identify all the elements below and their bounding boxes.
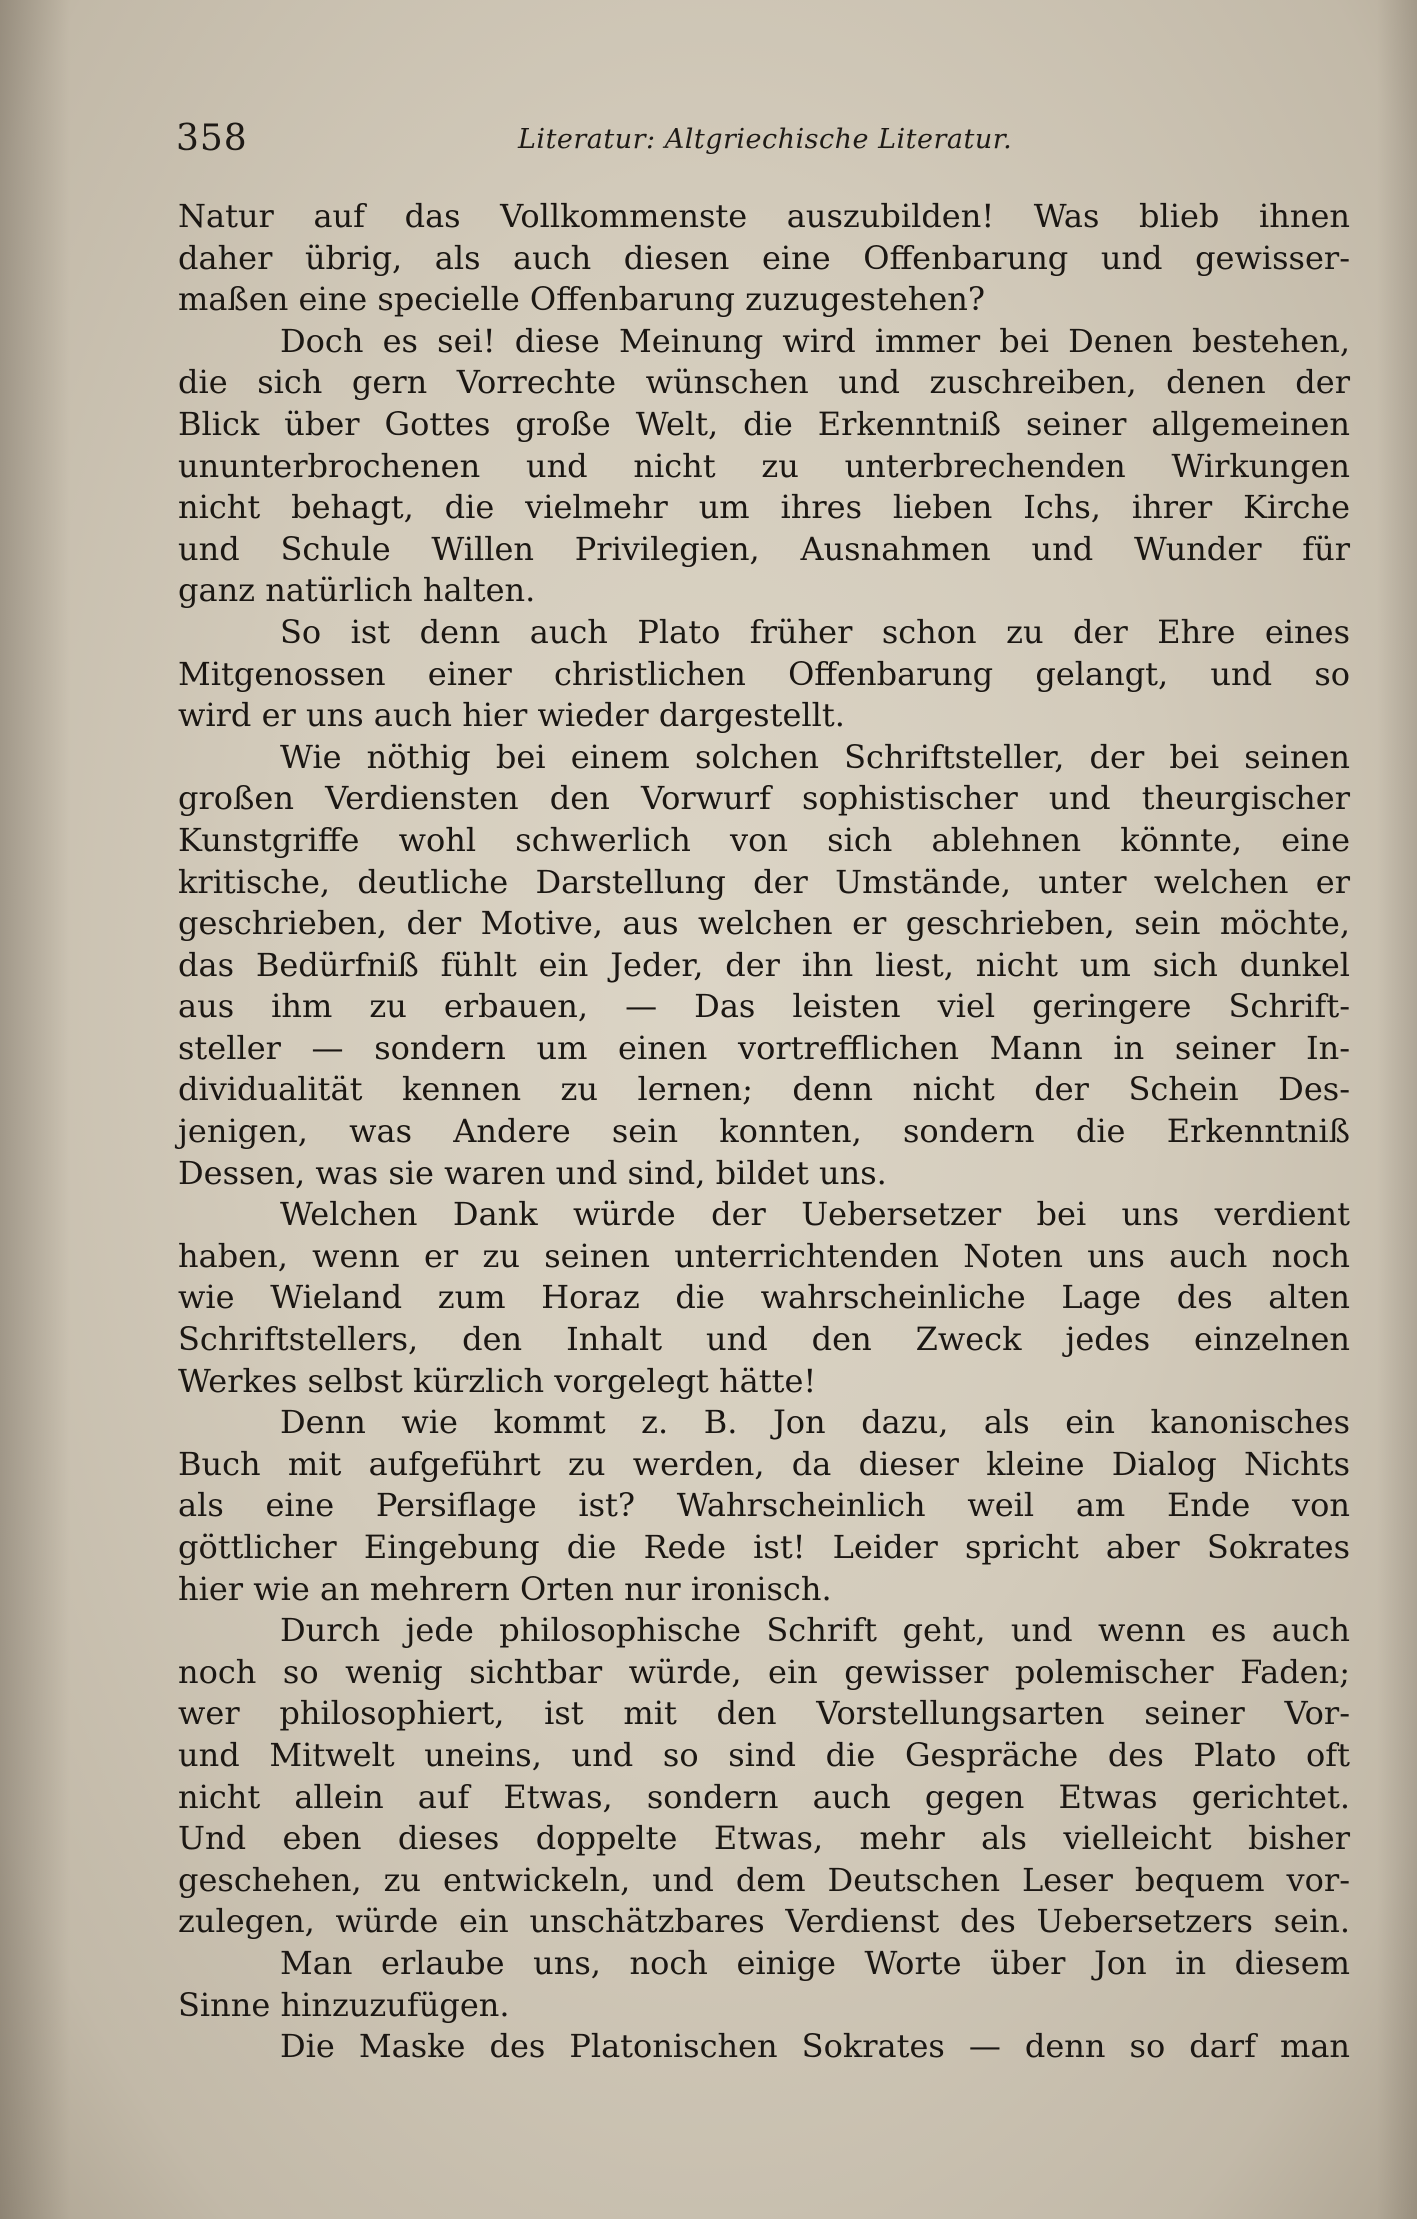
text-line: zulegen, würde ein unschätzbares Verdienst des Uebersetzers sein. — [178, 1902, 1350, 1941]
body-text — [178, 196, 1350, 2068]
text-line: Dessen, was sie waren und sind, bildet uns. — [178, 1153, 887, 1192]
text-line: das Bedürfniß fühlt ein Jeder, der ihn liest, nicht um sich dunkel — [178, 945, 1350, 984]
text-line: Sinne hinzuzufügen. — [178, 1985, 510, 2024]
text-line: haben, wenn er zu seinen unterrichtenden Noten uns auch noch — [178, 1236, 1350, 1275]
text-line: Welchen Dank würde der Uebersetzer bei uns verdient — [280, 1195, 1350, 1234]
text-line: Schriftstellers, den Inhalt und den Zweck jedes einzelnen — [178, 1320, 1350, 1359]
text-line: steller — sondern um einen vortrefflichen Mann in seiner In- — [178, 1028, 1350, 1067]
running-head: Literatur: Altgriechische Literatur. — [518, 124, 1013, 155]
text-line: göttlicher Eingebung die Rede ist! Leider spricht aber Sokrates — [178, 1528, 1350, 1566]
page-header — [176, 118, 1356, 166]
text-line: wer philosophiert, ist mit den Vorstellungsarten seiner Vor- — [178, 1694, 1350, 1733]
text-line: Denn wie kommt z. B. Jon dazu, als ein kanonisches — [280, 1403, 1350, 1442]
text-line: hier wie an mehrern Orten nur ironisch. — [178, 1569, 832, 1608]
text-line: Blick über Gottes große Welt, die Erkenntniß seiner allgemeinen — [178, 404, 1350, 443]
text-line: maßen eine specielle Offenbarung zuzugestehen? — [178, 280, 986, 319]
text-line: ganz natürlich halten. — [178, 571, 536, 610]
text-line: Natur auf das Vollkommenste auszubilden! Was blieb ihnen — [178, 197, 1350, 235]
text-line: daher übrig, als auch diesen eine Offenbarung und gewisser- — [178, 238, 1350, 277]
text-line: großen Verdiensten den Vorwurf sophistischer und theurgischer — [178, 779, 1350, 818]
text-line: Werkes selbst kürzlich vorgelegt hätte! — [178, 1361, 817, 1400]
text-line: Und eben dieses doppelte Etwas, mehr als vielleicht bisher — [178, 1819, 1350, 1858]
text-line: aus ihm zu erbauen, — Das leisten viel geringere Schrift- — [178, 987, 1350, 1026]
text-line: als eine Persiflage ist? Wahrscheinlich weil am Ende von — [178, 1486, 1350, 1525]
page-number: 358 — [176, 118, 248, 159]
text-line: Buch mit aufgeführt zu werden, da dieser kleine Dialog Nichts — [178, 1444, 1350, 1483]
text-line: noch so wenig sichtbar würde, ein gewisser polemischer Faden; — [178, 1652, 1350, 1691]
text-line: Die Maske des Platonischen Sokrates — denn so darf man — [280, 2027, 1350, 2066]
text-line: geschrieben, der Motive, aus welchen er geschrieben, sein möchte, — [178, 904, 1350, 943]
text-line: kritische, deutliche Darstellung der Umstände, unter welchen er — [178, 862, 1350, 901]
text-line: Kunstgriffe wohl schwerlich von sich ablehnen könnte, eine — [178, 820, 1350, 859]
text-line: die sich gern Vorrechte wünschen und zuschreiben, denen der — [178, 363, 1350, 402]
text-line: wird er uns auch hier wieder dargestellt. — [178, 696, 845, 735]
text-line: Doch es sei! diese Meinung wird immer bei Denen bestehen, — [280, 321, 1350, 360]
text-line: Durch jede philosophische Schrift geht, und wenn es auch — [280, 1611, 1350, 1650]
text-line: nicht allein auf Etwas, sondern auch gegen Etwas gerichtet. — [178, 1777, 1350, 1816]
text-line: dividualität kennen zu lernen; denn nicht der Schein Des- — [178, 1070, 1350, 1109]
text-line: und Schule Willen Privilegien, Ausnahmen und Wunder für — [178, 529, 1350, 568]
text-line: jenigen, was Andere sein konnten, sondern die Erkenntniß — [178, 1112, 1350, 1151]
text-line: geschehen, zu entwickeln, und dem Deutschen Leser bequem vor- — [178, 1860, 1350, 1899]
text-line: ununterbrochenen und nicht zu unterbrechenden Wirkungen — [178, 446, 1350, 485]
text-line: nicht behagt, die vielmehr um ihres lieben Ichs, ihrer Kirche — [178, 488, 1350, 527]
text-line: So ist denn auch Plato früher schon zu der Ehre eines — [280, 612, 1350, 651]
text-line: wie Wieland zum Horaz die wahrscheinliche Lage des alten — [178, 1278, 1350, 1317]
text-line: und Mitwelt uneins, und so sind die Gespräche des Plato oft — [178, 1735, 1350, 1774]
text-line: Man erlaube uns, noch einige Worte über Jon in diesem — [280, 1943, 1350, 1982]
text-line: Wie nöthig bei einem solchen Schriftsteller, der bei seinen — [280, 737, 1350, 776]
text-line: Mitgenossen einer christlichen Offenbarung gelangt, und so — [178, 654, 1350, 693]
